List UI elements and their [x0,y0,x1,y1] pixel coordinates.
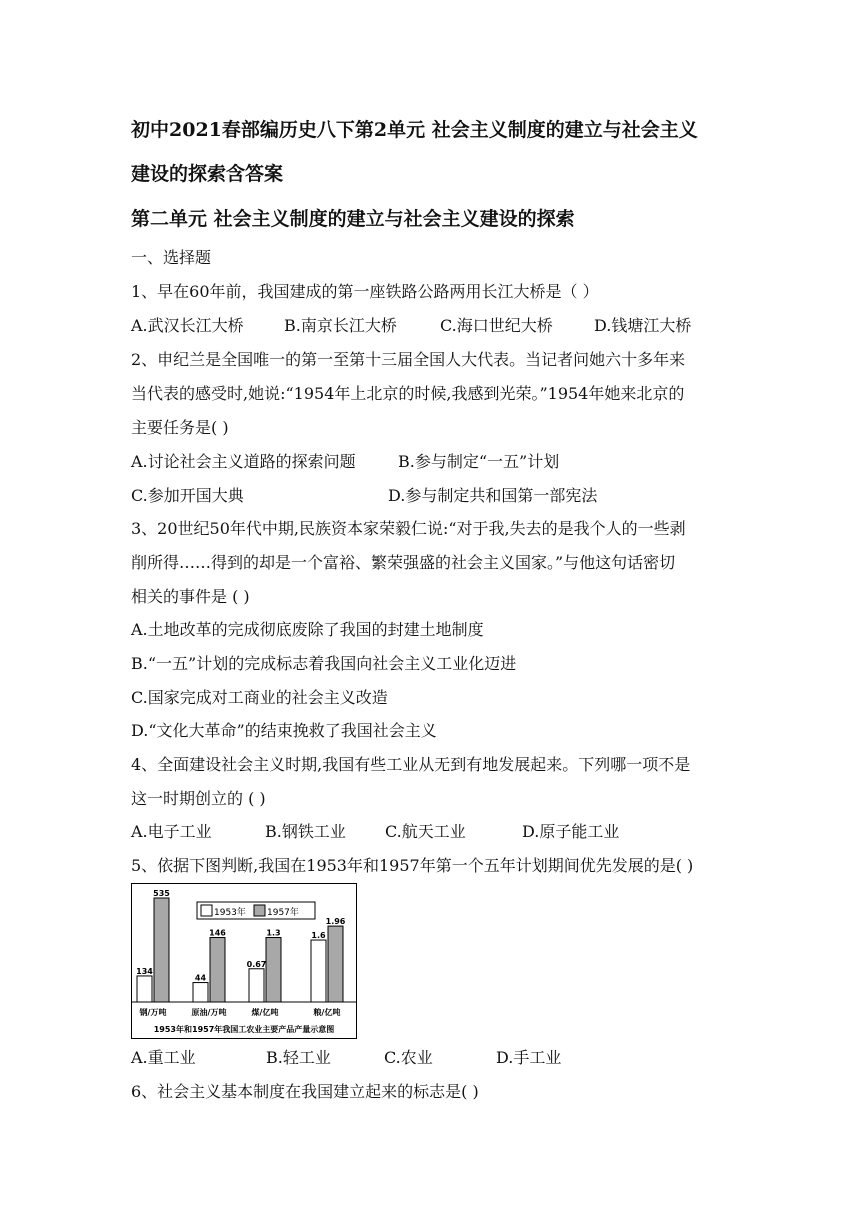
question-2-option-a: A.讨论社会主义道路的探索问题 [131,452,356,471]
question-3-option-b: B.“一五”计划的完成标志着我国向社会主义工业化迈进 [131,654,517,673]
question-1-option-d: D.钱塘江大桥 [594,316,692,335]
question-3-option-c: C.国家完成对工商业的社会主义改造 [131,688,388,707]
question-4-option-d: D.原子能工业 [522,822,620,841]
question-5-stem: 5、依据下图判断,我国在1953年和1957年第一个五年计划期间优先发展的是( ) [131,856,694,875]
chart-legend [197,902,315,919]
question-4-stem-line-1: 4、全面建设社会主义时期,我国有些工业从无到有地发展起来。下列哪一项不是 [131,755,691,774]
unit-heading: 第二单元 社会主义制度的建立与社会主义建设的探索 [131,208,575,230]
question-4-stem-line-2: 这一时期创立的 ( ) [131,789,266,808]
bar-1953-2 [249,969,264,1002]
category-label: 煤/亿吨 [251,1008,279,1017]
legend-swatch-1953 [201,905,212,916]
category-label: 原油/万吨 [191,1008,227,1017]
legend-swatch-1957 [254,905,265,916]
bar-1953-3 [311,940,326,1002]
legend-label-1957: 1957年 [267,908,299,918]
question-3-option-d: D.“文化大革命”的结束挽救了我国社会主义 [131,721,437,740]
question-2-option-c: C.参加开国大典 [131,486,244,505]
bar-1953-1 [193,983,208,1002]
question-5-option-c: C.农业 [384,1048,433,1067]
question-4-option-c: C.航天工业 [385,822,466,841]
bar-1957-1 [210,938,225,1002]
question-6-stem: 6、社会主义基本制度在我国建立起来的标志是( ) [131,1082,479,1101]
chart-title: 1953年和1957年我国工农业主要产品产量示意图 [153,1025,335,1034]
production-bar-chart [131,883,357,1039]
question-5-option-d: D.手工业 [496,1048,562,1067]
bar-value-label: 1.3 [266,928,281,938]
question-1-option-c: C.海口世纪大桥 [440,316,553,335]
bar-1957-3 [328,926,343,1002]
document-title-line-1: 初中2021春部编历史八下第2单元 社会主义制度的建立与社会主义 [131,119,698,141]
question-2-stem-line-3: 主要任务是( ) [131,418,229,437]
bar-value-label: 535 [153,889,170,898]
bar-1953-0 [137,976,152,1002]
question-4-option-a: A.电子工业 [131,822,212,841]
question-3-option-a: A.土地改革的完成彻底废除了我国的封建土地制度 [131,620,484,639]
bar-1957-0 [154,898,169,1002]
category-label: 粮/亿吨 [313,1008,341,1017]
question-5-option-a: A.重工业 [131,1048,196,1067]
bar-value-label: 44 [194,973,207,983]
bar-value-label: 134 [136,966,153,976]
legend-label-1953: 1953年 [214,908,246,918]
bar-value-label: 146 [209,928,226,938]
question-2-stem-line-2: 当代表的感受时,她说:“1954年上北京的时候,我感到光荣。”1954年她来北京的 [131,384,685,403]
question-1-option-b: B.南京长江大桥 [284,316,397,335]
question-3-stem-line-3: 相关的事件是 ( ) [131,587,250,606]
bar-1957-2 [266,938,281,1002]
question-1-stem: 1、早在60年前，我国建成的第一座铁路公路两用长江大桥是（ ） [131,282,599,301]
question-4-option-b: B.钢铁工业 [265,822,346,841]
question-2-option-d: D.参与制定共和国第一部宪法 [388,486,598,505]
question-5-option-b: B.轻工业 [266,1048,331,1067]
question-3-stem-line-2: 削所得……得到的却是一个富裕、繁荣强盛的社会主义国家。”与他这句话密切 [131,553,676,572]
question-2-option-b: B.参与制定“一五”计划 [398,452,560,471]
section-heading: 一、选择题 [131,248,212,267]
question-2-stem-line-1: 2、申纪兰是全国唯一的第一至第十三届全国人大代表。当记者问她六十多年来 [131,350,686,369]
bar-value-label: 0.67 [246,959,267,969]
bar-value-label: 1.96 [325,917,346,927]
bar-value-label: 1.6 [311,931,326,941]
document-title-line-2: 建设的探索含答案 [131,163,284,185]
question-3-stem-line-1: 3、20世纪50年代中期,民族资本家荣毅仁说:“对于我,失去的是我个人的一些剥 [131,519,686,538]
question-1-option-a: A.武汉长江大桥 [131,316,244,335]
category-label: 钢/万吨 [139,1008,167,1017]
